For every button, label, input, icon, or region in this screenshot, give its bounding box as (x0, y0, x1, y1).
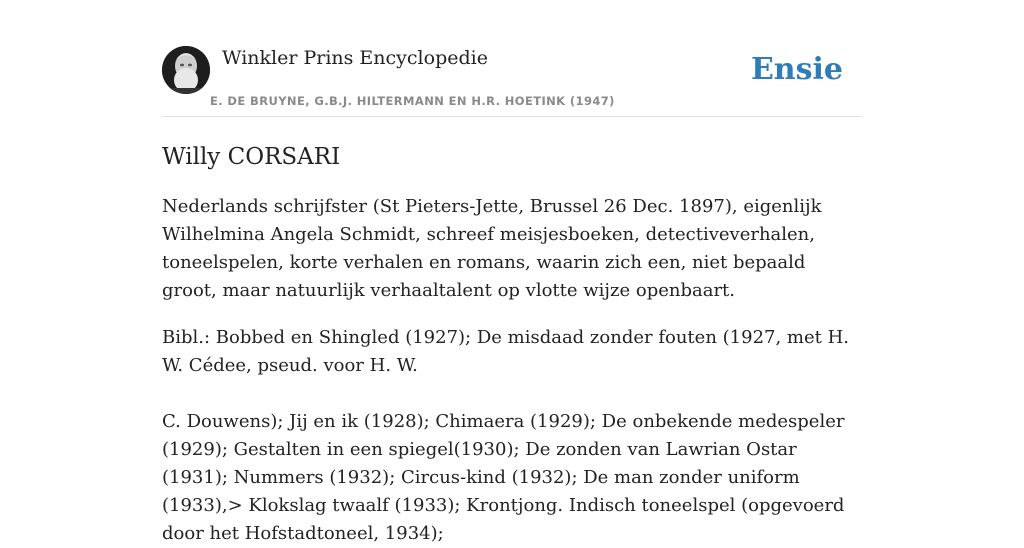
article-title: Willy CORSARI (162, 144, 341, 170)
source-header (162, 0, 862, 117)
author-avatar (162, 46, 210, 94)
bibliography-paragraph: Bibl.: Bobbed en Shingled (1927); De misdaad zonder fouten (1927, met H. W. Cédee, pseud. voor H. W. (162, 327, 850, 376)
bibliography-continued: C. Douwens); Jij en ik (1928); Chimaera (1929); De onbekende medespeler (1929); Gestalten in een spiegel(1930); De zonden van Lawrian Ostar (1931); Nummers (1932); Circus-kind (1932); De man zonder uniform (1933),> Klokslag twaalf (1933); Krontjong. Indisch toneelspel (opgevoerd door het Hofstadtoneel, 1934); (162, 411, 845, 544)
source-title[interactable]: Winkler Prins Encyclopedie (222, 47, 488, 69)
page (162, 0, 862, 548)
article-paragraph: Nederlands schrijfster (St Pieters-Jette, Brussel 26 Dec. 1897), eigenlijk Wilhelmina Angela Schmidt, schreef meisjesboeken, detectiveverhalen, toneelspelen, korte verhalen en romans, waarin zich een, niet bepaald groot, maar natuurlijk verhaaltalent op vlotte wijze openbaart. (162, 196, 822, 301)
authors-byline: E. DE BRUYNE, G.B.J. HILTERMANN EN H.R. HOETINK (1947) (210, 94, 615, 108)
portrait-image (162, 46, 210, 94)
brand-logo[interactable]: Ensie (750, 52, 843, 87)
